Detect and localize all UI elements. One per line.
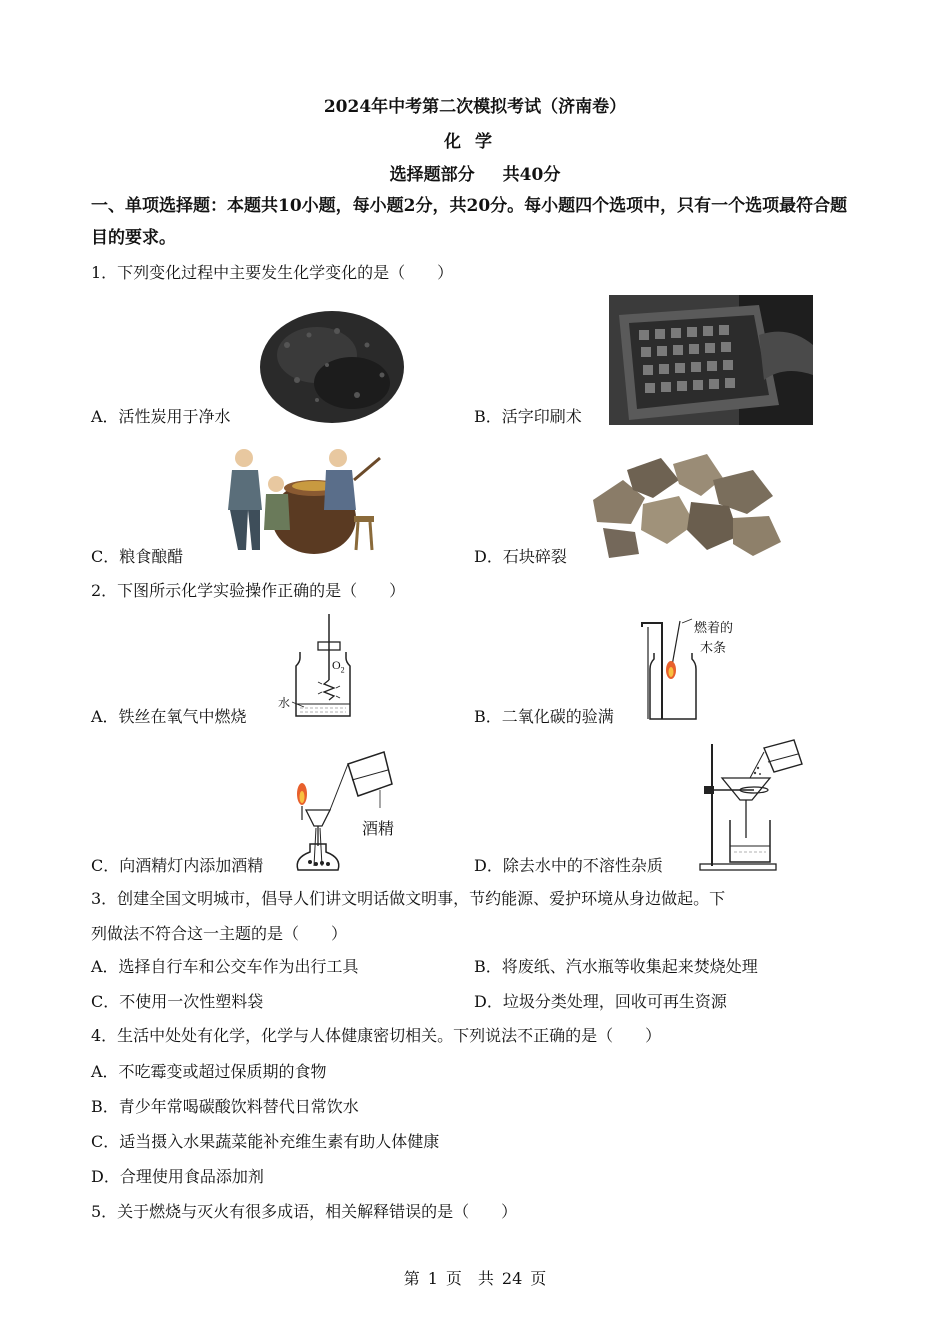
movable-type-image <box>609 295 813 425</box>
subject-title: 化学 <box>444 132 506 152</box>
filtration-diagram <box>698 738 808 872</box>
question-3-stem-line1: 3．创建全国文明城市，倡导人们讲文明话做文明事，节约能源、爱护环境从身边做起。下 <box>91 889 726 908</box>
part-name: 选择题部分 <box>389 165 475 185</box>
q4-option-d: D．合理使用食品添加剂 <box>91 1167 264 1186</box>
footer-total-pages: 24 <box>501 1269 523 1288</box>
part-score: 共40分 <box>502 165 561 185</box>
q2-option-c: C．向酒精灯内添加酒精 <box>91 856 264 875</box>
footer-prefix: 第 <box>403 1269 420 1288</box>
vinegar-brewing-image <box>214 440 384 560</box>
oxygen-label: $O_2$ <box>332 658 345 675</box>
stick-label-1: 燃着的 <box>694 621 734 636</box>
q1-option-d: D．石块碎裂 <box>474 547 567 566</box>
q3-option-b: B．将废纸、汽水瓶等收集起来焚烧处理 <box>474 957 758 976</box>
footer-middle: 页 共 <box>445 1269 494 1288</box>
question-2-stem: 2．下图所示化学实验操作正确的是（ ） <box>91 581 406 600</box>
q1-option-c: C．粮食酿醋 <box>91 547 184 566</box>
broken-stones-image <box>583 440 787 564</box>
q4-option-b: B．青少年常喝碳酸饮料替代日常饮水 <box>91 1097 359 1116</box>
question-4-stem: 4．生活中处处有化学，化学与人体健康密切相关。下列说法不正确的是（ ） <box>91 1026 662 1045</box>
q3-option-d: D．垃圾分类处理，回收可再生资源 <box>474 992 727 1011</box>
q2-option-a: A．铁丝在氧气中燃烧 <box>91 707 247 726</box>
water-label: 水 <box>278 696 291 710</box>
stick-label-2: 木条 <box>700 641 727 656</box>
q1-option-a: A．活性炭用于净水 <box>91 407 231 426</box>
exam-title: 2024年中考第二次模拟考试（济南卷） <box>323 97 627 117</box>
q4-option-c: C．适当摄入水果蔬菜能补充维生素有助人体健康 <box>91 1132 440 1151</box>
question-5-stem: 5．关于燃烧与灭火有很多成语，相关解释错误的是（ ） <box>91 1202 518 1221</box>
q2-option-b: B．二氧化碳的验满 <box>474 707 614 726</box>
iron-wire-burning-diagram <box>272 612 362 724</box>
q3-option-c: C．不使用一次性塑料袋 <box>91 992 264 1011</box>
page-footer <box>0 1266 950 1289</box>
alcohol-label: 酒精 <box>362 819 395 838</box>
q2-option-d: D．除去水中的不溶性杂质 <box>474 856 663 875</box>
question-1-stem: 1．下列变化过程中主要发生化学变化的是（ ） <box>91 263 454 282</box>
q1-option-b: B．活字印刷术 <box>474 407 582 426</box>
question-3-stem-line2: 列做法不符合这一主题的是（ ） <box>91 924 348 943</box>
q3-option-a: A．选择自行车和公交车作为出行工具 <box>91 957 359 976</box>
footer-page-number: 1 <box>427 1269 438 1288</box>
q4-option-a: A．不吃霉变或超过保质期的食物 <box>91 1062 327 1081</box>
activated-carbon-image <box>257 305 407 425</box>
part-heading <box>0 160 950 185</box>
co2-check-diagram <box>640 615 760 727</box>
section-heading: 一、单项选择题：本题共10小题，每小题2分，共20分。每小题四个选项中，只有一个选项最符合题目的要求。 <box>91 196 848 248</box>
alcohol-lamp-diagram <box>292 748 402 876</box>
footer-suffix: 页 <box>530 1269 547 1288</box>
